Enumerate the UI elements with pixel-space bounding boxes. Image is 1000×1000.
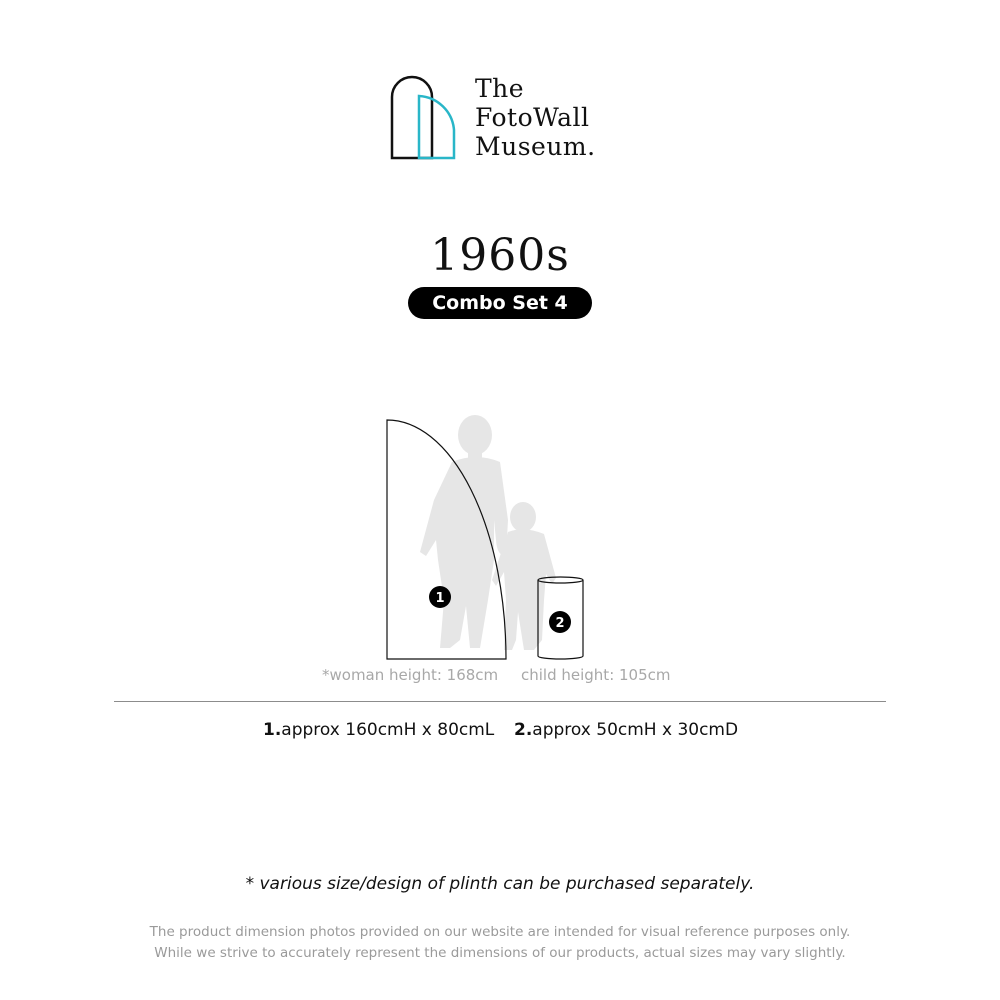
page-title: 1960s bbox=[430, 230, 570, 281]
marker-2 bbox=[549, 611, 571, 633]
brand-line-1: The bbox=[475, 74, 525, 103]
dimension-1-text: approx 160cmH x 80cmL bbox=[281, 720, 495, 740]
combo-set-badge: Combo Set 4 bbox=[408, 287, 592, 319]
brand-line-2: FotoWall bbox=[475, 103, 590, 132]
disclaimer-line-2: While we strive to accurately represent the dimensions of our products, actual sizes may vary slightly. bbox=[154, 945, 846, 961]
dimension-item-1 bbox=[263, 719, 494, 741]
dimension-2-text: approx 50cmH x 30cmD bbox=[532, 720, 739, 740]
marker-2-label: 2 bbox=[555, 616, 565, 631]
marker-1-label: 1 bbox=[435, 591, 445, 606]
woman-silhouette bbox=[420, 415, 508, 648]
dimension-1-number: 1. bbox=[263, 720, 282, 740]
dimension-item-2 bbox=[514, 719, 738, 741]
child-height-note: child height: 105cm bbox=[521, 666, 671, 684]
divider-line bbox=[114, 701, 886, 702]
marker-1 bbox=[429, 586, 451, 608]
woman-height-note: *woman height: 168cm bbox=[322, 666, 499, 684]
brand-line-3: Museum. bbox=[475, 132, 596, 161]
plinth-note: * various size/design of plinth can be purchased separately. bbox=[245, 874, 755, 894]
dimension-2-number: 2. bbox=[514, 720, 533, 740]
disclaimer-line-1: The product dimension photos provided on our website are intended for visual reference purposes only. bbox=[149, 924, 851, 940]
